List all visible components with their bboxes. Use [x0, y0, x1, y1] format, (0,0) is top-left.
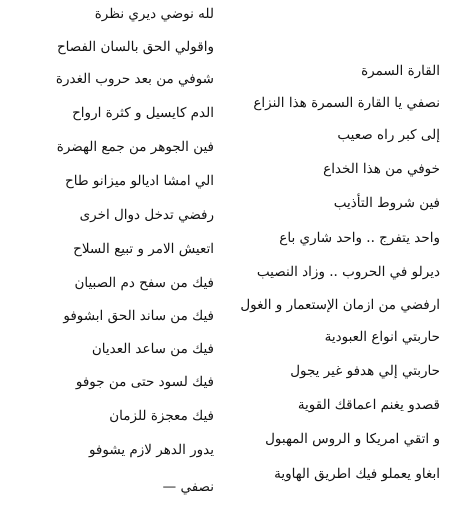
left-line-4: الدم كايسيل و كثرة ارواح — [72, 105, 214, 121]
left-line-13: فيك معجزة للزمان — [109, 408, 214, 424]
left-line-6: الي امشا اديالو ميزانو طاح — [65, 173, 214, 189]
left-line-14: يدور الدهر لازم يشوفو — [88, 442, 214, 458]
right-line-10: قصدو يغنم اعماقك القوية — [297, 397, 440, 413]
right-line-11: و اتقي امريكا و الروس المهبول — [265, 431, 440, 447]
left-line-8: اتعيش الامر و تبيع السلاح — [73, 241, 214, 257]
right-line-8: حاربتي انواع العبودية — [324, 329, 440, 345]
right-line-2: إلى كبر راه صعيب — [337, 127, 440, 143]
right-line-1: نصفي يا القارة السمرة هذا النزاع — [253, 95, 440, 111]
left-line-1: لله نوضي ديري نظرة — [94, 6, 214, 22]
left-line-12: فيك لسود حتى من جوفو — [75, 374, 214, 390]
left-line-11: فيك من ساعد العديان — [91, 341, 214, 357]
right-line-7: ارفضي من ازمان الإستعمار و الغول — [240, 297, 440, 313]
left-line-9: فيك من سفح دم الصبيان — [74, 275, 214, 291]
right-line-5: واحد يتفرج .. واحد شاري باع — [279, 230, 440, 246]
poem-title: القارة السمرة — [361, 63, 440, 79]
left-line-3: شوفي من بعد حروب الغدرة — [55, 71, 214, 87]
left-line-5: فين الجوهر من جمع الهضرة — [56, 139, 214, 155]
right-line-6: ديرلو في الحروب .. وزاد النصيب — [256, 264, 440, 280]
left-line-10: فيك من ساند الحق ابشوفو — [63, 308, 214, 324]
right-line-3: خوفي من هذا الخداع — [323, 161, 440, 177]
right-line-4: فين شروط التأذيب — [333, 195, 440, 211]
left-line-2: واقولي الحق بالسان الفصاح — [56, 39, 214, 55]
left-line-15: نصفي — — [162, 479, 214, 495]
right-line-9: حاربتي إلي هدفو غير يجول — [290, 363, 440, 379]
left-line-7: رفضي تدخل دوال اخرى — [79, 207, 214, 223]
right-line-12: ابغاو يعملو فيك اطريق الهاوية — [274, 466, 440, 482]
